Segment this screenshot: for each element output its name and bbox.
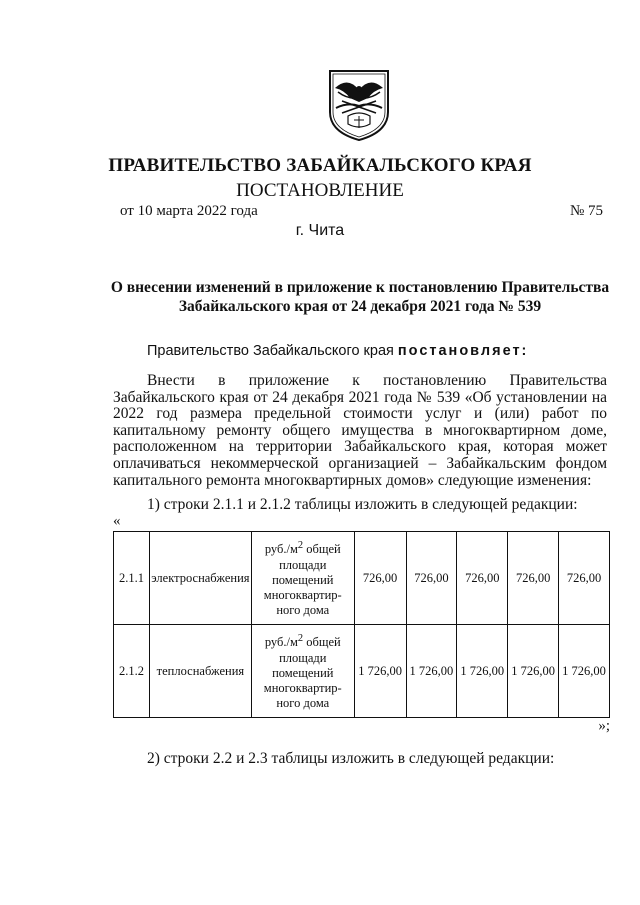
amendment-item-2: 2) строки 2.2 и 2.3 таблицы изложить в следующей редакции:	[147, 750, 555, 767]
unit-description: общей площади помещений многоквартир-ного дома	[263, 542, 342, 617]
row-value: 1 726,00	[406, 625, 457, 718]
unit-description: общей площади помещений многоквартир-ного дома	[263, 635, 342, 710]
document-date: от 10 марта 2022 года	[120, 203, 258, 219]
amendment-item-1: 1) строки 2.1.1 и 2.1.2 таблицы изложить в следующей редакции:	[147, 496, 578, 513]
unit-superscript: 2	[297, 633, 304, 645]
table-row	[114, 532, 610, 625]
row-value: 1 726,00	[354, 625, 406, 718]
row-code: 2.1.2	[114, 625, 150, 718]
coat-of-arms-emblem	[326, 68, 392, 142]
government-title: ПРАВИТЕЛЬСТВО ЗАБАЙКАЛЬСКОГО КРАЯ	[108, 155, 532, 176]
row-unit	[251, 625, 354, 718]
document-subject	[100, 278, 620, 316]
quote-open-mark: «	[113, 513, 121, 529]
amendment-paragraph: Внести в приложение к постановлению Правительства Забайкальского края от 24 декабря 2021 года № 539 «Об установлении на 2022 год размера предельной стоимости услуг и (или) работ по капитальному ремонту общего имущества в многоквартирном доме, расположенном на территории Забайкальского края, которая может оплачиваться некоммерческой организацией – Забайкальским фондом капитального ремонта многоквартирных домов» следующие изменения:	[113, 372, 607, 489]
table-row	[114, 625, 610, 718]
subject-line-2: Забайкальского края от 24 декабря 2021 года № 539	[178, 298, 542, 315]
unit-superscript: 2	[297, 540, 304, 552]
document-type: ПОСТАНОВЛЕНИЕ	[236, 180, 404, 201]
row-value: 1 726,00	[457, 625, 508, 718]
decree-verb: постановляет:	[397, 343, 529, 359]
row-value: 726,00	[457, 532, 508, 625]
unit-prefix: руб./м	[264, 542, 298, 557]
row-value: 726,00	[406, 532, 457, 625]
decree-actor: Правительство Забайкальского края	[147, 343, 394, 359]
row-name: теплоснабжения	[149, 625, 251, 718]
decree-statement	[147, 343, 528, 359]
row-value: 1 726,00	[508, 625, 559, 718]
unit-prefix: руб./м	[264, 635, 298, 650]
row-value: 726,00	[508, 532, 559, 625]
row-code: 2.1.1	[114, 532, 150, 625]
quote-close-mark: »;	[598, 718, 610, 734]
body-paragraph	[113, 373, 607, 489]
row-value: 726,00	[559, 532, 610, 625]
row-value: 726,00	[354, 532, 406, 625]
row-unit	[251, 532, 354, 625]
rates-table	[113, 531, 610, 718]
subject-line-1: О внесении изменений в приложение к постановлению Правительства	[110, 279, 610, 296]
row-name: электроснабжения	[149, 532, 251, 625]
row-value: 1 726,00	[559, 625, 610, 718]
document-number: № 75	[569, 203, 603, 219]
document-city: г. Чита	[295, 222, 345, 239]
